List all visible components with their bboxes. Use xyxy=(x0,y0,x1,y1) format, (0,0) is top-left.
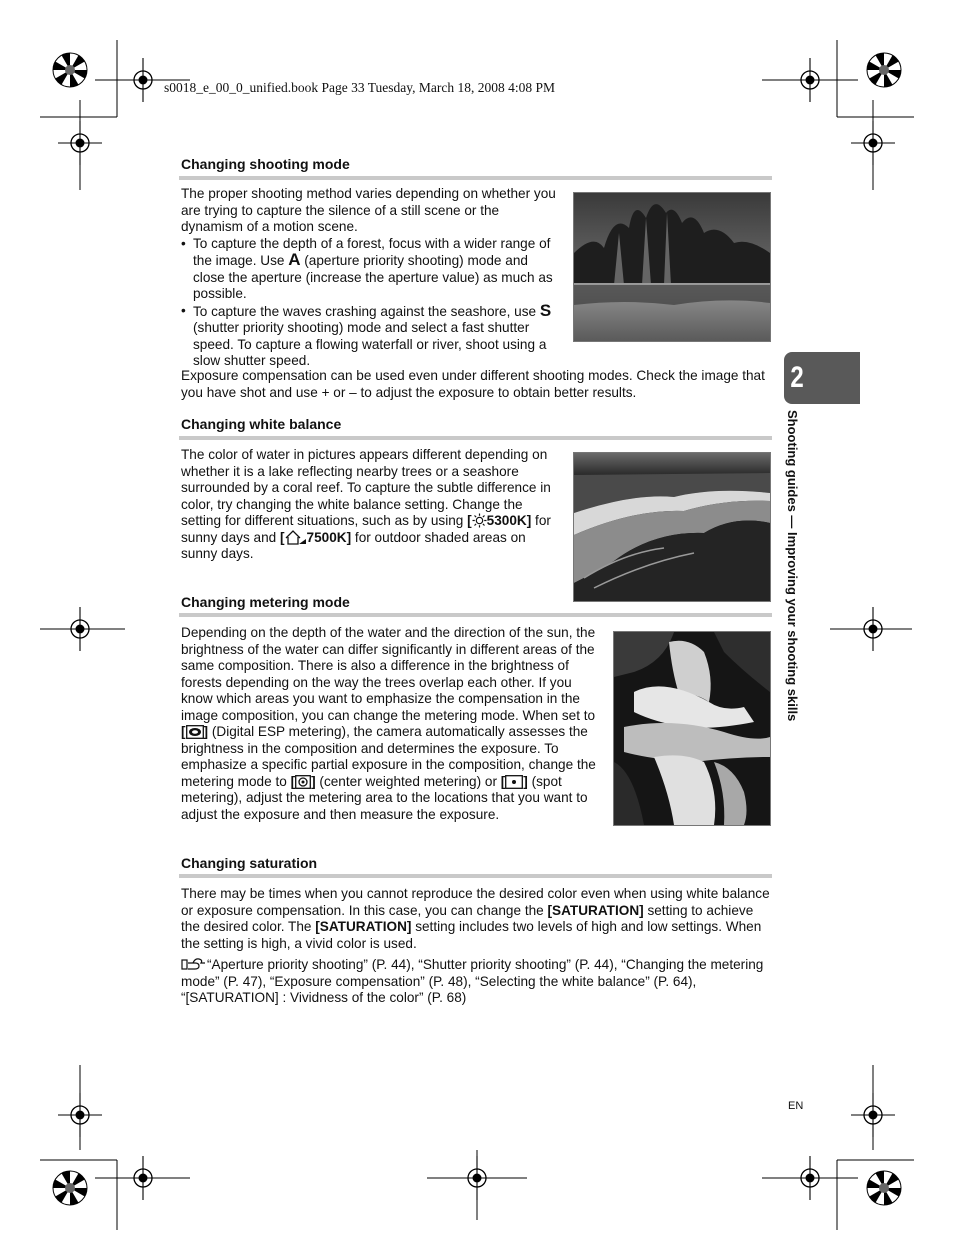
saturation-body xyxy=(181,886,773,952)
sunny-wb-value: 5300K xyxy=(486,513,527,528)
shooting-mode-outro: Exposure compensation can be used even under different shooting modes. Check the image that you have shot and use + or – to adjust the exposure to obtain better results. xyxy=(181,368,765,400)
sun-icon xyxy=(472,513,487,528)
references-text: “Aperture priority shooting” (P. 44), “Shutter priority shooting” (P. 44), “Changing the metering mode” (P. 47), “Exposure compensation” (P. 48), “Selecting the white balance” (P. 64), “[SATURATION] : Vividness of the color” (P. 68) xyxy=(181,957,764,1005)
section-divider xyxy=(179,613,772,617)
bullet-waves-text-after: (shutter priority shooting) mode and select a fast shutter speed. To capture a flowing waterfall or river, shoot using a slow shutter speed. xyxy=(193,320,547,368)
white-balance-text-before: The color of water in pictures appears different depending on whether it is a lake reflecting nearby trees or a seashore surrounded by a coral reef. To capture the subtle difference in color, try changing the white balance setting. Change the setting for different situations, such as by using xyxy=(181,447,551,528)
seashore-waves-photo xyxy=(573,452,771,602)
forest-lake-photo xyxy=(573,192,771,342)
shade-wb-setting: [ 7500K] xyxy=(280,529,352,545)
sunny-wb-setting: [ 5300K] xyxy=(467,513,532,528)
color-wheel-target-icon xyxy=(867,53,901,87)
house-shade-icon xyxy=(285,530,307,545)
see-reference-icon xyxy=(181,957,207,971)
center-weighted-icon xyxy=(295,775,311,789)
saturation-setting-label: [SATURATION] xyxy=(547,902,644,918)
bullet-forest-text-before: To capture the depth of a forest, focus with a wider range of the image. Use xyxy=(193,235,551,268)
esp-metering-icon xyxy=(186,725,204,739)
shade-wb-value: 7500K xyxy=(306,529,347,545)
white-balance-text-middle: for sunny days and xyxy=(181,513,551,545)
bullet-forest xyxy=(181,236,561,303)
metering-text-2: (Digital ESP metering), the camera automatically assesses the brightness in the composition and determines the exposure. To emphasize a specific partial exposure in the composition, change the metering mode to xyxy=(181,724,596,789)
metering-body: Depending on the depth of the water and the direction of the sun, the brightness of the water can differ significantly in different areas of the same composition. There is also a difference in the brightness of forests depending on the way the trees overlap each other. If you know which areas you want to emphasize the compensation in the image composition, you can change the metering mode. When set to [ ] (Digital ESP metering), the camera automatically assesses the brightness in the composition and determines the exposure. To emphasize a specific partial exposure in the composition, change the metering mode to [ ] (center weighted metering) or [ ] (spot metering), adjust the metering area to the locations that you want to adjust the exposure and then measure the exposure. xyxy=(181,625,596,822)
language-label: EN xyxy=(788,1100,804,1112)
shooting-mode-body xyxy=(181,186,561,370)
section-title-white-balance: Changing white balance xyxy=(181,416,342,432)
section-divider xyxy=(179,874,772,878)
section-title-shooting-mode: Changing shooting mode xyxy=(181,156,350,172)
bullet-waves xyxy=(181,300,561,370)
color-wheel-target-icon xyxy=(53,53,87,87)
shooting-mode-bullets xyxy=(181,236,561,370)
bullet-waves-text-before: To capture the waves crashing against the seashore, use xyxy=(193,303,537,319)
spot-metering-icon xyxy=(505,775,523,789)
color-wheel-target-icon xyxy=(53,1171,87,1205)
saturation-setting-label: [SATURATION] xyxy=(315,919,412,934)
metering-text-3: (center weighted metering) or xyxy=(319,773,497,789)
waterfall-photo xyxy=(613,631,771,826)
shooting-mode-intro: The proper shooting method varies depending on whether you are trying to capture the silence of a still scene or the dynamism of a motion scene. xyxy=(181,186,556,234)
references xyxy=(181,957,773,1007)
section-title-saturation: Changing saturation xyxy=(181,855,318,871)
section-title-metering-mode: Changing metering mode xyxy=(181,594,350,610)
shutter-mode-icon: S xyxy=(539,300,552,320)
color-wheel-target-icon xyxy=(867,1171,901,1205)
white-balance-body xyxy=(181,447,561,563)
saturation-text-middle: setting to achieve the desired color. The xyxy=(181,902,754,934)
chapter-number: 2 xyxy=(790,361,804,394)
saturation-text-before: There may be times when you cannot reproduce the desired color even when using white balance or exposure compensation. In this case, you can change the xyxy=(181,886,770,918)
section-divider xyxy=(179,176,772,180)
white-balance-text-after: for outdoor shaded areas on sunny days. xyxy=(181,529,526,561)
metering-text-4: (spot metering), adjust the metering area to the locations that you want to adjust the exposure and then measure the exposure. xyxy=(181,773,588,822)
section-divider xyxy=(179,436,772,440)
aperture-mode-icon: A xyxy=(288,250,301,269)
chapter-title: Shooting guides — Improving your shooting skills xyxy=(785,410,800,722)
bullet-forest-text-after: (aperture priority shooting) mode and close the aperture (increase the aperture value) as much as possible. xyxy=(193,253,553,301)
saturation-text-after: setting includes two levels of high and low settings. When the setting is high, a vivid color is used. xyxy=(181,919,762,951)
metering-text-1: Depending on the depth of the water and the direction of the sun, the brightness of the water can differ significantly in different areas of the same composition. There is also a difference in the brightness of forests depending on the way the trees overlap each other. If you know which areas you want to emphasize the compensation in the image composition, you can change the metering mode. When set to xyxy=(181,625,596,723)
print-header: s0018_e_00_0_unified.book Page 33 Tuesday, March 18, 2008 4:08 PM xyxy=(164,80,555,95)
